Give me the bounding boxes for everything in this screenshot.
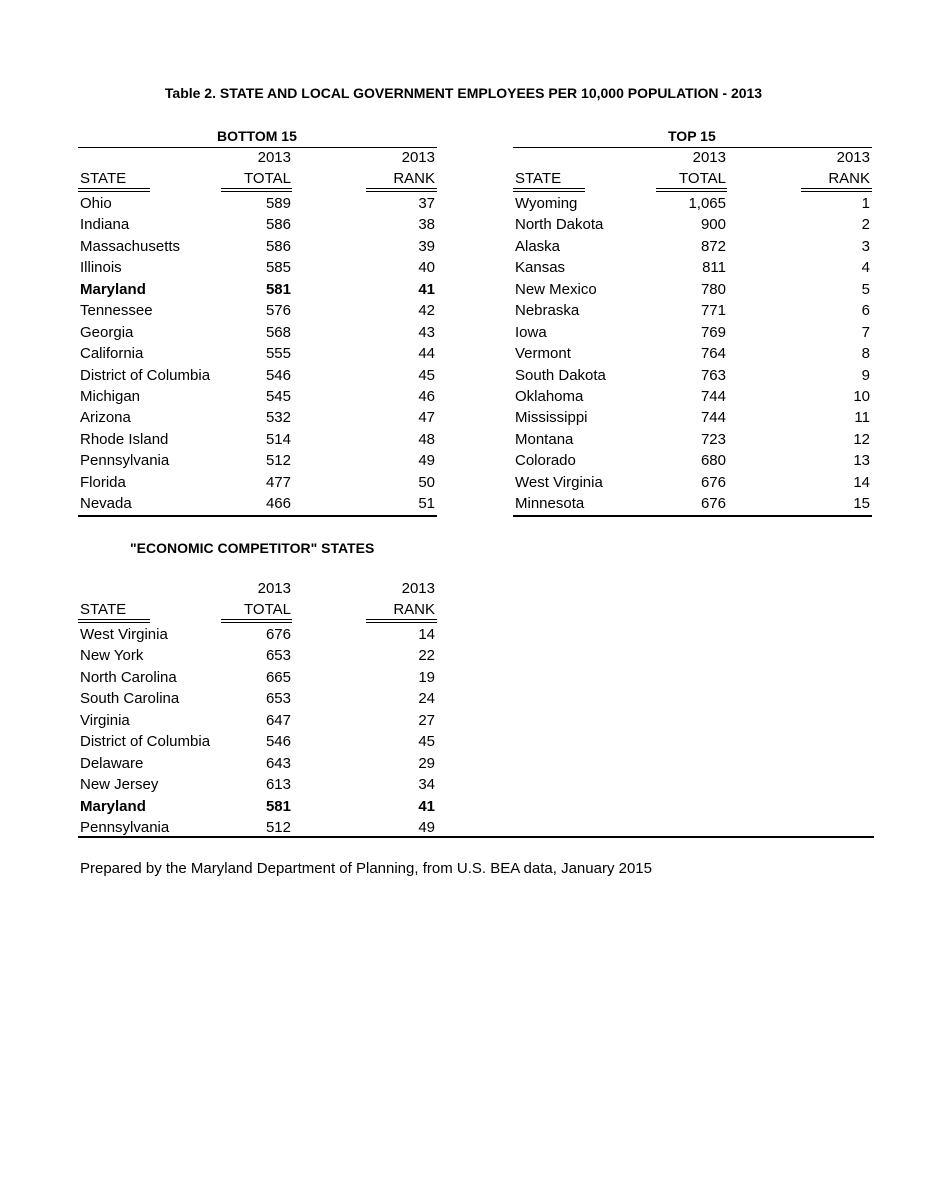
state-cell: Delaware xyxy=(80,754,144,772)
rank-cell: 38 xyxy=(418,216,435,234)
table-row xyxy=(513,322,872,343)
rank-cell: 42 xyxy=(418,302,435,320)
rank-cell: 47 xyxy=(418,409,435,427)
state-cell: Mississippi xyxy=(515,409,588,427)
state-double-rule xyxy=(513,188,585,192)
table-row xyxy=(513,300,872,321)
rank-cell: 37 xyxy=(418,195,435,212)
table-row xyxy=(513,450,872,471)
state-cell: Illinois xyxy=(80,259,122,277)
total-cell: 653 xyxy=(265,647,291,665)
state-cell: California xyxy=(80,345,144,363)
total-year-header: 2013 xyxy=(692,149,726,166)
rank-cell: 5 xyxy=(861,280,870,298)
state-cell: Florida xyxy=(80,473,126,491)
total-header: TOTAL xyxy=(244,170,291,187)
rank-cell: 43 xyxy=(418,323,435,341)
top15-label: TOP 15 xyxy=(668,128,716,144)
state-header: STATE xyxy=(80,170,127,187)
rank-cell: 1 xyxy=(861,195,870,212)
rank-cell: 11 xyxy=(854,409,870,427)
state-cell: Indiana xyxy=(80,216,130,234)
rank-cell: 48 xyxy=(418,430,435,448)
rank-cell: 8 xyxy=(861,345,870,363)
state-cell: New York xyxy=(80,647,144,665)
total-cell: 514 xyxy=(265,430,291,448)
total-cell: 545 xyxy=(265,387,291,405)
table-header xyxy=(78,147,437,193)
table-row xyxy=(513,472,872,493)
header-top-rule xyxy=(513,147,872,148)
rank-year-header: 2013 xyxy=(836,149,870,166)
table-row xyxy=(78,645,437,666)
rank-header: RANK xyxy=(393,170,435,187)
total-cell: 546 xyxy=(265,733,291,751)
table-row xyxy=(78,731,437,752)
table-row xyxy=(513,236,872,257)
state-cell: District of Columbia xyxy=(80,366,211,384)
table-row xyxy=(78,710,437,731)
table-row xyxy=(78,279,437,300)
table-row xyxy=(513,279,872,300)
state-cell: Kansas xyxy=(515,259,566,277)
competitors-label: "ECONOMIC COMPETITOR" STATES xyxy=(130,540,375,556)
state-cell: Minnesota xyxy=(515,495,585,513)
total-cell: 653 xyxy=(265,690,291,708)
state-cell: Oklahoma xyxy=(515,387,584,405)
table-row xyxy=(513,407,872,428)
total-cell: 764 xyxy=(700,345,726,363)
rank-cell: 13 xyxy=(853,452,870,470)
state-cell: Tennessee xyxy=(80,302,153,320)
rank-double-rule xyxy=(366,619,437,623)
total-cell: 744 xyxy=(700,387,726,405)
rank-cell: 14 xyxy=(853,473,870,491)
table-row xyxy=(513,386,872,407)
total-cell: 811 xyxy=(702,259,726,277)
table-row xyxy=(78,796,437,817)
total-cell: 613 xyxy=(265,776,291,794)
rank-cell: 9 xyxy=(861,366,870,384)
rank-year-header: 2013 xyxy=(401,149,435,166)
state-cell: West Virginia xyxy=(80,626,168,643)
table-bottom-rule xyxy=(78,515,437,517)
rank-cell: 10 xyxy=(853,387,870,405)
state-cell: New Jersey xyxy=(80,776,159,794)
table-row xyxy=(78,407,437,428)
competitors-table xyxy=(78,578,437,838)
state-cell: Nebraska xyxy=(515,302,580,320)
total-cell: 477 xyxy=(265,473,291,491)
table-row xyxy=(78,257,437,278)
state-cell: Montana xyxy=(515,430,574,448)
table-row xyxy=(78,429,437,450)
total-cell: 780 xyxy=(700,280,726,298)
total-cell: 676 xyxy=(265,626,291,643)
state-cell: Rhode Island xyxy=(80,430,169,448)
rank-cell: 14 xyxy=(418,626,435,643)
table-row xyxy=(513,493,872,514)
rank-header: RANK xyxy=(393,601,435,618)
total-double-rule xyxy=(221,188,292,192)
total-cell: 532 xyxy=(265,409,291,427)
rank-cell: 49 xyxy=(418,818,435,836)
total-year-header: 2013 xyxy=(257,580,291,597)
rank-cell: 49 xyxy=(418,452,435,470)
table-row xyxy=(78,493,437,514)
header-top-rule xyxy=(78,147,437,148)
rank-cell: 19 xyxy=(418,668,435,686)
state-cell: New Mexico xyxy=(515,280,597,298)
rank-cell: 50 xyxy=(418,473,435,491)
table-row xyxy=(513,343,872,364)
total-cell: 581 xyxy=(265,280,291,298)
total-header: TOTAL xyxy=(679,170,726,187)
table-row xyxy=(513,193,872,214)
total-year-header: 2013 xyxy=(257,149,291,166)
state-cell: Iowa xyxy=(515,323,547,341)
table-row xyxy=(78,386,437,407)
rank-double-rule xyxy=(801,188,872,192)
state-cell: Arizona xyxy=(80,409,131,427)
total-cell: 676 xyxy=(700,495,726,513)
table-row xyxy=(78,624,437,645)
rank-cell: 46 xyxy=(418,387,435,405)
bottom15-table xyxy=(78,147,437,517)
total-cell: 589 xyxy=(265,195,291,212)
total-cell: 744 xyxy=(700,409,726,427)
rank-cell: 7 xyxy=(861,323,870,341)
table-header xyxy=(78,578,437,624)
rank-cell: 27 xyxy=(418,711,435,729)
state-cell: Maryland xyxy=(80,797,146,815)
total-cell: 769 xyxy=(700,323,726,341)
table-header xyxy=(513,147,872,193)
rank-cell: 44 xyxy=(418,345,435,363)
table-row xyxy=(78,343,437,364)
state-header: STATE xyxy=(515,170,562,187)
total-cell: 771 xyxy=(700,302,726,320)
state-double-rule xyxy=(78,619,150,623)
table-bottom-rule xyxy=(513,515,872,517)
rank-cell: 40 xyxy=(418,259,435,277)
state-cell: South Carolina xyxy=(80,690,180,708)
total-cell: 872 xyxy=(700,237,726,255)
state-cell: Georgia xyxy=(80,323,134,341)
table-row xyxy=(78,472,437,493)
total-cell: 763 xyxy=(700,366,726,384)
rank-cell: 6 xyxy=(861,302,870,320)
rank-cell: 39 xyxy=(418,237,435,255)
total-cell: 586 xyxy=(265,216,291,234)
state-cell: Pennsylvania xyxy=(80,452,170,470)
footnote: Prepared by the Maryland Department of Planning, from U.S. BEA data, January 2015 xyxy=(80,860,652,877)
table-row xyxy=(78,322,437,343)
state-cell: Wyoming xyxy=(515,195,578,212)
table-body xyxy=(78,624,437,838)
total-double-rule xyxy=(221,619,292,623)
total-cell: 568 xyxy=(265,323,291,341)
state-cell: Maryland xyxy=(80,280,146,298)
state-cell: Vermont xyxy=(515,345,571,363)
competitors-bottom-rule xyxy=(78,836,874,838)
state-header: STATE xyxy=(80,601,127,618)
table-row xyxy=(78,753,437,774)
total-cell: 643 xyxy=(265,754,291,772)
bottom15-label: BOTTOM 15 xyxy=(217,128,297,144)
rank-cell: 3 xyxy=(861,237,870,255)
table-row xyxy=(78,688,437,709)
total-cell: 676 xyxy=(700,473,726,491)
table-row xyxy=(513,365,872,386)
rank-cell: 45 xyxy=(418,733,435,751)
total-cell: 581 xyxy=(265,797,291,815)
total-cell: 585 xyxy=(265,259,291,277)
total-cell: 576 xyxy=(265,302,291,320)
total-cell: 546 xyxy=(265,366,291,384)
total-cell: 555 xyxy=(265,345,291,363)
page-title: Table 2. STATE AND LOCAL GOVERNMENT EMPLOYEES PER 10,000 POPULATION - 2013 xyxy=(164,85,763,101)
table-row xyxy=(78,774,437,795)
state-cell: Massachusetts xyxy=(80,237,181,255)
table-row xyxy=(78,193,437,214)
rank-cell: 22 xyxy=(418,647,435,665)
rank-cell: 45 xyxy=(418,366,435,384)
state-cell: West Virginia xyxy=(515,473,603,491)
rank-cell: 15 xyxy=(853,495,870,513)
state-cell: South Dakota xyxy=(515,366,606,384)
table-row xyxy=(78,214,437,235)
total-cell: 665 xyxy=(265,668,291,686)
table-row xyxy=(513,257,872,278)
rank-cell: 41 xyxy=(418,280,435,298)
table-body xyxy=(78,193,437,515)
total-double-rule xyxy=(656,188,727,192)
total-cell: 512 xyxy=(265,818,291,836)
rank-double-rule xyxy=(366,188,437,192)
state-cell: Nevada xyxy=(80,495,132,513)
rank-cell: 29 xyxy=(418,754,435,772)
total-cell: 900 xyxy=(700,216,726,234)
total-cell: 647 xyxy=(265,711,291,729)
rank-cell: 2 xyxy=(861,216,870,234)
total-cell: 512 xyxy=(265,452,291,470)
state-cell: Ohio xyxy=(80,195,112,212)
total-cell: 680 xyxy=(700,452,726,470)
rank-cell: 24 xyxy=(418,690,435,708)
total-header: TOTAL xyxy=(244,601,291,618)
table-body xyxy=(513,193,872,515)
state-double-rule xyxy=(78,188,150,192)
state-cell: Pennsylvania xyxy=(80,818,170,836)
state-cell: Colorado xyxy=(515,452,576,470)
rank-cell: 41 xyxy=(418,797,435,815)
total-cell: 1,065 xyxy=(688,195,726,212)
table-row xyxy=(78,667,437,688)
table-row xyxy=(78,365,437,386)
state-cell: Michigan xyxy=(80,387,141,405)
state-cell: Virginia xyxy=(80,711,130,729)
rank-cell: 51 xyxy=(418,495,435,513)
total-cell: 466 xyxy=(265,495,291,513)
top15-table xyxy=(513,147,872,517)
rank-year-header: 2013 xyxy=(401,580,435,597)
table-row xyxy=(78,300,437,321)
state-cell: North Dakota xyxy=(515,216,604,234)
rank-cell: 4 xyxy=(861,259,870,277)
table-row xyxy=(78,450,437,471)
rank-cell: 12 xyxy=(853,430,870,448)
rank-header: RANK xyxy=(828,170,870,187)
total-cell: 586 xyxy=(265,237,291,255)
rank-cell: 34 xyxy=(418,776,435,794)
total-cell: 723 xyxy=(700,430,726,448)
state-cell: Alaska xyxy=(515,237,561,255)
table-row xyxy=(78,236,437,257)
table-row xyxy=(513,429,872,450)
state-cell: North Carolina xyxy=(80,668,177,686)
table-row xyxy=(513,214,872,235)
state-cell: District of Columbia xyxy=(80,733,211,751)
